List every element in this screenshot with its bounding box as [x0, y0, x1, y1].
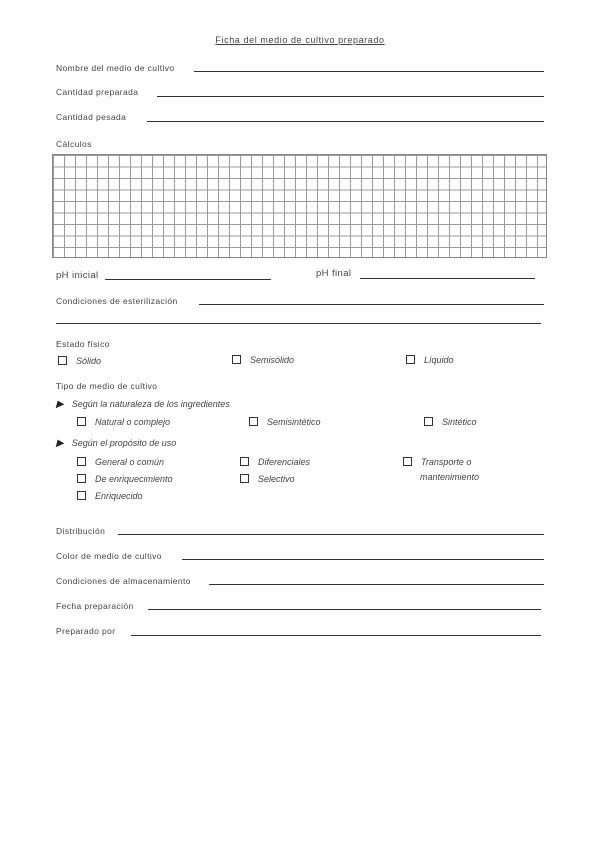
- checkbox-icon[interactable]: [424, 417, 433, 426]
- color-line[interactable]: [182, 559, 544, 560]
- checkbox-icon[interactable]: [240, 457, 249, 466]
- checkbox-icon[interactable]: [240, 474, 249, 483]
- estado-fisico-label: Estado físico: [56, 339, 110, 349]
- arrow-right-icon: ▶: [56, 399, 64, 410]
- distribucion-label: Distribución: [56, 526, 106, 536]
- option-diferenciales[interactable]: Diferenciales: [240, 457, 310, 467]
- esterilizacion-line-2[interactable]: [56, 323, 541, 324]
- checkbox-icon[interactable]: [406, 355, 415, 364]
- nombre-line[interactable]: [194, 71, 544, 72]
- checkbox-icon[interactable]: [403, 457, 412, 466]
- arrow-right-icon: ▶: [56, 438, 64, 449]
- almacenamiento-label: Condiciones de almacenamiento: [56, 576, 191, 586]
- option-selectivo[interactable]: Selectivo: [240, 474, 295, 484]
- tipo-medio-label: Tipo de medio de cultivo: [56, 381, 158, 391]
- option-liquido[interactable]: Líquido: [406, 355, 454, 365]
- checkbox-icon[interactable]: [77, 474, 86, 483]
- cantidad-preparada-label: Cantidad preparada: [56, 87, 139, 97]
- naturaleza-heading: ▶ Según la naturaleza de los ingredientes: [56, 399, 230, 410]
- proposito-heading: ▶ Según el propósito de uso: [56, 438, 177, 449]
- ph-final-label: pH final: [316, 268, 352, 279]
- esterilizacion-label: Condiciones de esterilización: [56, 296, 178, 306]
- option-transporte-cont: mantenimiento: [420, 472, 480, 482]
- option-enriquecido[interactable]: Enriquecido: [77, 491, 143, 501]
- checkbox-icon[interactable]: [249, 417, 258, 426]
- color-label: Color de medio de cultivo: [56, 551, 162, 561]
- calculos-label: Cálculos: [56, 139, 92, 149]
- ph-final-line[interactable]: [360, 278, 535, 279]
- cantidad-pesada-label: Cantidad pesada: [56, 112, 127, 122]
- nombre-label: Nombre del medio de cultivo: [56, 63, 175, 73]
- fecha-label: Fecha preparación: [56, 601, 134, 611]
- checkbox-icon[interactable]: [232, 355, 241, 364]
- preparado-por-label: Preparado por: [56, 626, 116, 636]
- option-semisintetico[interactable]: Semisintético: [249, 417, 321, 427]
- calculos-grid[interactable]: [52, 154, 547, 258]
- option-semisolido[interactable]: Semisólido: [232, 355, 294, 365]
- preparado-por-line[interactable]: [131, 635, 541, 636]
- option-general[interactable]: General o común: [77, 457, 164, 467]
- distribucion-line[interactable]: [118, 534, 544, 535]
- fecha-line[interactable]: [148, 609, 541, 610]
- option-transporte[interactable]: Transporte o: [403, 457, 471, 467]
- option-sintetico[interactable]: Sintético: [424, 417, 477, 427]
- checkbox-icon[interactable]: [77, 417, 86, 426]
- option-natural[interactable]: Natural o complejo: [77, 417, 170, 427]
- checkbox-icon[interactable]: [77, 457, 86, 466]
- checkbox-icon[interactable]: [58, 356, 67, 365]
- almacenamiento-line[interactable]: [209, 584, 544, 585]
- cantidad-preparada-line[interactable]: [157, 96, 544, 97]
- option-enriquecimiento[interactable]: De enriquecimiento: [77, 474, 173, 484]
- esterilizacion-line-1[interactable]: [199, 304, 544, 305]
- checkbox-icon[interactable]: [77, 491, 86, 500]
- ph-inicial-label: pH inicial: [56, 270, 99, 281]
- ph-inicial-line[interactable]: [105, 279, 271, 280]
- option-solido[interactable]: Sólido: [58, 356, 101, 366]
- cantidad-pesada-line[interactable]: [147, 121, 544, 122]
- page-title: Ficha del medio de cultivo preparado: [215, 35, 385, 45]
